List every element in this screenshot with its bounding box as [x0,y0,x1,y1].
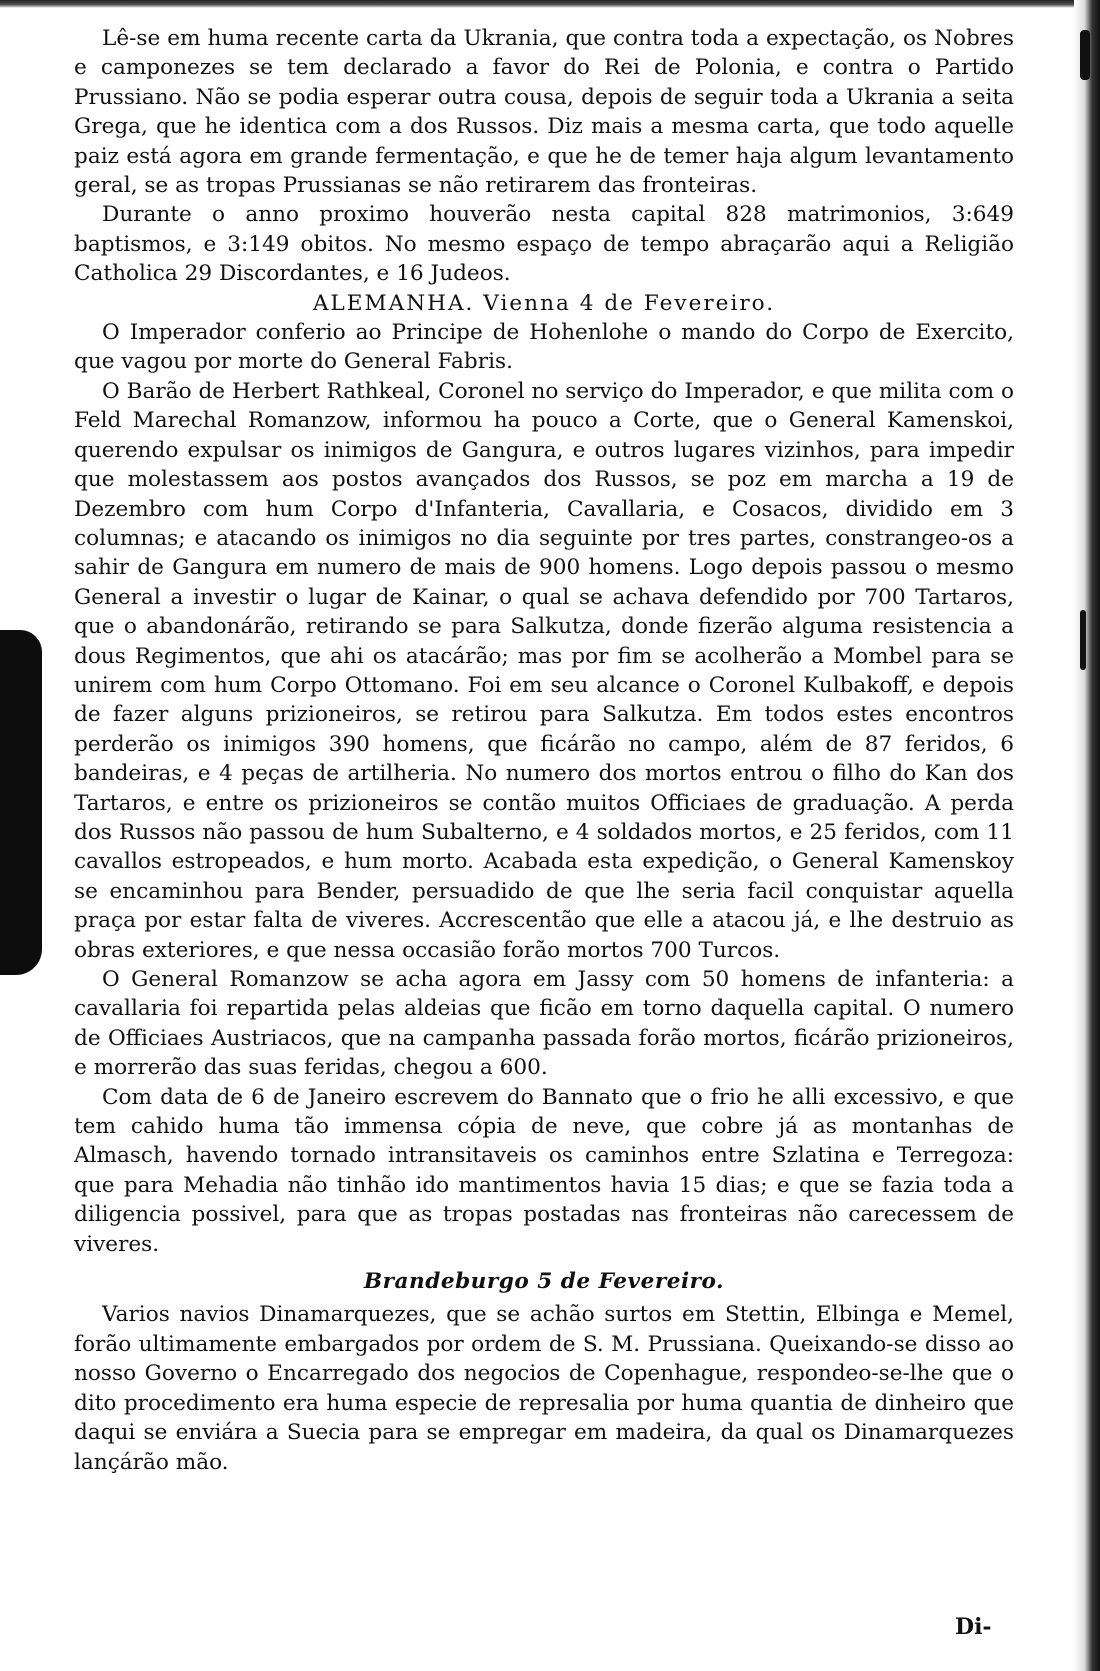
edge-ink-mark [1080,30,1090,80]
catchword: Di- [955,1614,992,1640]
page-binding-edge [1074,0,1100,1671]
paragraph-statistics: Durante o anno proximo houverão nesta capital 828 matrimonios, 3:649 baptismos, e 3:149 obitos. No mesmo espaço de tempo abraçarão aqui a Religião Catholica 29 Discordantes, e 16 Judeos. [74,202,1014,287]
margin-ink-blot [0,630,42,975]
paragraph-dinamarquezes: Varios navios Dinamarquezes, que se achão surtos em Stettin, Elbinga e Memel, forão ultimamente embargados por ordem de S. M. Prussiana. Queixando-se disso ao nosso Governo o Encarregado dos negocios de Copenhague, respondeo-se-lhe que o dito procedimento era huma especie de represalia por huma quantia de dinheiro que daqui se enviára a Suecia para se empregar em madeira, da qual os Dinamarquezes lançárão mão. [74,1302,1014,1475]
gazette-page [74,24,1014,1477]
edge-ink-mark [1080,610,1086,670]
section-heading-vienna: ALEMANHA. Vienna 4 de Fevereiro. [312,290,776,316]
paragraph-ukrania: Lê-se em huma recente carta da Ukrania, que contra toda a expectação, os Nobres e camponezes se tem declarado a favor do Rei de Polonia, e contra o Partido Prussiano. Não se podia esperar outra cousa, depois de seguir toda a Ukrania a seita Grega, que he identica com a dos Russos. Diz mais a mesma carta, que todo aquelle paiz está agora em grande fermentação, e que he de temer haja algum levantamento geral, se as tropas Prussianas se não retirarem das fronteiras. [74,26,1014,199]
paragraph-bannato: Com data de 6 de Janeiro escrevem do Bannato que o frio he alli excessivo, e que tem cahido huma tão immensa cópia de neve, que cobre já as montanhas de Almasch, havendo tornado intransitaveis os caminhos entre Szlatina e Terregoza: que para Mehadia não tinhão ido mantimentos havia 15 dias; e que se fazia toda a diligencia possivel, para que as tropas postadas nas fronteiras não carecessem de viveres. [74,1084,1014,1257]
paragraph-hohenlohe: O Imperador conferio ao Principe de Hohenlohe o mando do Corpo de Exercito, que vagou por morte do General Fabris. [74,320,1014,375]
page-top-edge [0,0,1100,8]
section-heading-brandeburgo: Brandeburgo 5 de Fevereiro. [363,1269,725,1295]
paragraph-rathkeal-report: O Barão de Herbert Rathkeal, Coronel no serviço do Imperador, e que milita com o Feld Marechal Romanzow, informou ha pouco a Corte, que o General Kamenskoi, querendo expulsar os inimigos de Gangura, e outros lugares vizinhos, para impedir que molestassem aos postos avançados dos Russos, se poz em marcha a 19 de Dezembro com hum Corpo d'Infanteria, Cavallaria, e Cosacos, dividido em 3 columnas; e atacando os inimigos no dia seguinte por tres partes, constrangeo-os a sahir de Gangura em numero de mais de 900 homens. Logo depois passou o mesmo General a investir o lugar de Kainar, o qual se achava defendido por 700 Tartaros, que o abandonárão, retirando se para Salkutza, donde fizerão alguma resistencia a dous Regimentos, que ahi os atacárão; mas por fim se acolherão a Mombel para se unirem com hum Corpo Ottomano. Foi em seu alcance o Coronel Kulbakoff, e depois de fazer alguns prizioneiros, se retirou para Salkutza. Em todos estes encontros perderão os inimigos 390 homens, que ficárão no campo, além de 87 feridos, 6 bandeiras, e 4 peças de artilheria. No numero dos mortos entrou o filho do Kan dos Tartaros, e entre os prizioneiros se contão muitos Officiaes de graduação. A perda dos Russos não passou de hum Subalterno, e 4 soldados mortos, e 25 feridos, com 11 cavallos estropeados, e hum morto. Acabada esta expedição, o General Kamenskoy se encaminhou para Bender, persuadido de que lhe seria facil conquistar aquella praça por estar falta de viveres. Accrescentão que elle a atacou já, e lhe destruio as obras exteriores, e que nessa occasião forão mortos 700 Turcos. [74,378,1014,963]
paragraph-romanzow: O General Romanzow se acha agora em Jassy com 50 homens de infanteria: a cavallaria foi repartida pelas aldeias que ficão em torno daquella capital. O numero de Officiaes Austriacos, que na campanha passada forão mortos, ficárão prizioneiros, e morrerão das suas feridas, chegou a 600. [74,967,1014,1081]
